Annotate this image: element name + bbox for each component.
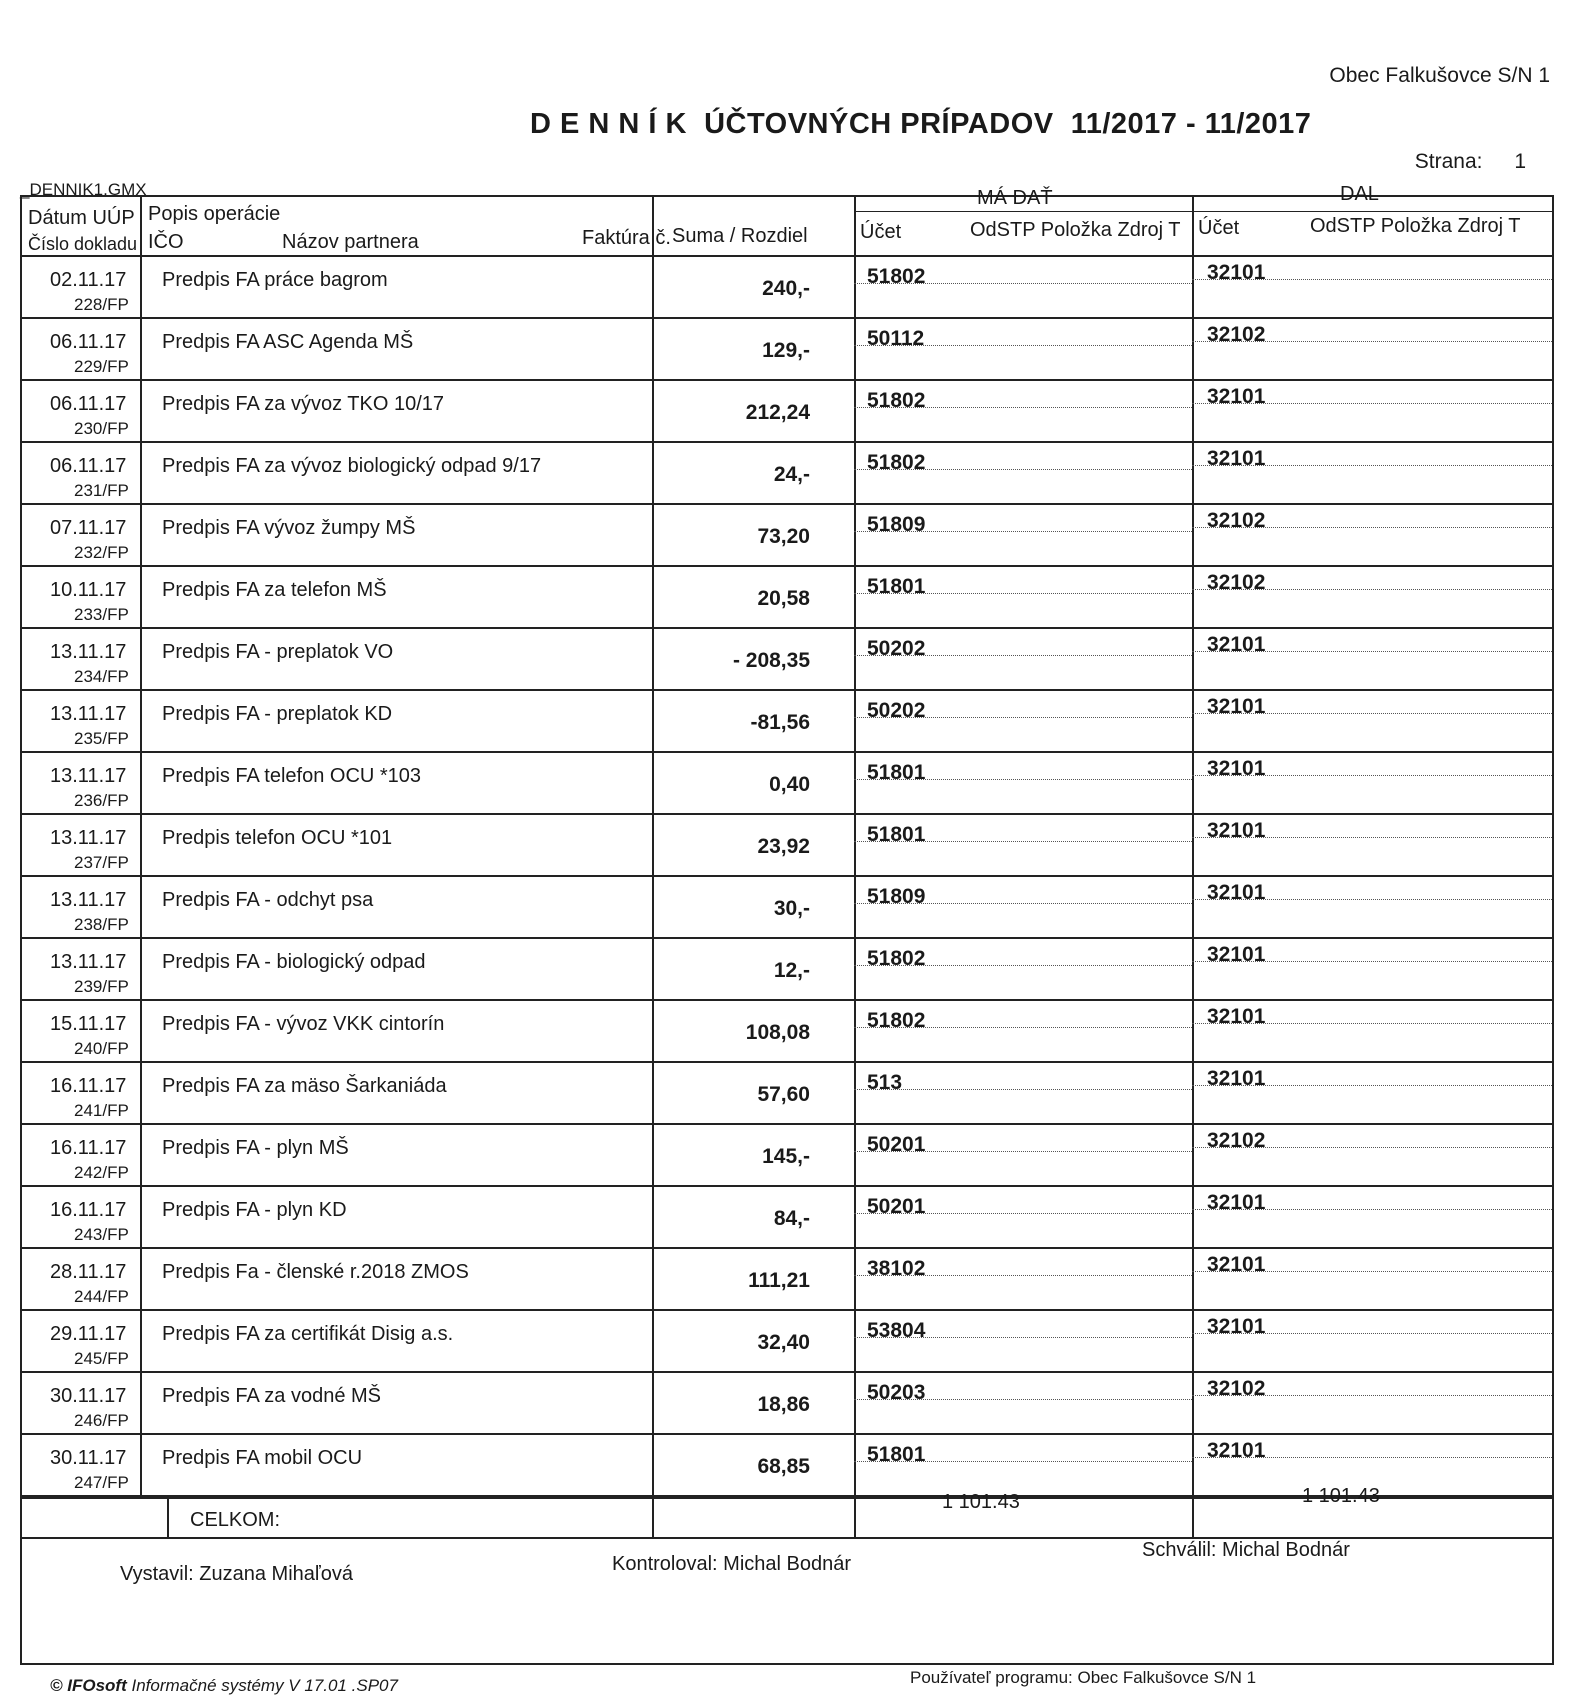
table-row (22, 1001, 1552, 1063)
row-doc-number: 232/FP (74, 543, 129, 562)
row-amount: 24,- (773, 463, 810, 486)
row-description: Predpis telefon OCU *101 (162, 827, 393, 849)
row-credit-account: 32101 (1207, 1191, 1266, 1214)
row-debit-dotted-line (854, 1213, 1192, 1214)
row-credit-account: 32101 (1207, 1005, 1266, 1028)
row-date: 07.11.17 (50, 517, 127, 539)
row-amount: 145,- (762, 1145, 810, 1168)
row-doc-number: 240/FP (74, 1039, 129, 1058)
vendor-logo-text: © IFOsoft (50, 1676, 127, 1695)
row-credit-dotted-line (1192, 341, 1552, 342)
table-row (22, 505, 1552, 567)
row-debit-account: 51802 (867, 389, 926, 412)
row-credit-account: 32101 (1207, 881, 1266, 904)
row-credit-dotted-line (1192, 837, 1552, 838)
row-credit-account: 32101 (1207, 261, 1266, 284)
row-debit-account: 513 (867, 1071, 903, 1094)
row-description: Predpis FA - plyn KD (162, 1199, 347, 1221)
row-description: Predpis FA ASC Agenda MŠ (162, 331, 414, 353)
row-debit-dotted-line (854, 345, 1192, 346)
row-amount: 23,92 (757, 835, 810, 858)
row-debit-account: 50202 (867, 699, 926, 722)
col-header-amount: Suma / Rozdiel (672, 225, 808, 247)
page-number-label (1415, 150, 1526, 174)
row-amount: 129,- (762, 339, 810, 362)
row-doc-number: 244/FP (74, 1287, 129, 1306)
row-credit-account: 32101 (1207, 1315, 1266, 1338)
row-debit-account: 51802 (867, 1009, 926, 1032)
row-debit-account: 50201 (867, 1195, 926, 1218)
row-credit-dotted-line (1192, 651, 1552, 652)
document-id: _DENNIK1.GMX (20, 180, 147, 199)
row-date: 10.11.17 (50, 579, 127, 601)
row-credit-dotted-line (1192, 527, 1552, 528)
row-date: 30.11.17 (50, 1447, 127, 1469)
checked-by: Kontroloval: Michal Bodnár (612, 1553, 852, 1575)
row-credit-account: 32101 (1207, 1253, 1266, 1276)
row-debit-dotted-line (854, 1337, 1192, 1338)
table-row (22, 1187, 1552, 1249)
row-debit-dotted-line (854, 1461, 1192, 1462)
table-row (22, 443, 1552, 505)
row-description: Predpis FA - preplatok VO (162, 641, 394, 663)
row-description: Predpis FA - biologický odpad (162, 951, 426, 973)
row-debit-dotted-line (854, 655, 1192, 656)
row-amount: 18,86 (757, 1393, 810, 1416)
row-debit-account: 50202 (867, 637, 926, 660)
row-debit-dotted-line (854, 841, 1192, 842)
organization-name: Obec Falkušovce S/N 1 (1329, 64, 1550, 87)
row-debit-dotted-line (854, 717, 1192, 718)
row-debit-dotted-line (854, 283, 1192, 284)
row-amount: 212,24 (745, 401, 810, 424)
page-title: D E N N Í K ÚČTOVNÝCH PRÍPADOV 11/2017 - 11/2017 (530, 108, 1312, 140)
col-header-date: Dátum UÚP (28, 207, 135, 229)
row-date: 13.11.17 (50, 827, 127, 849)
row-debit-dotted-line (854, 965, 1192, 966)
row-doc-number: 239/FP (74, 977, 129, 996)
row-credit-dotted-line (1192, 775, 1552, 776)
row-debit-account: 51801 (867, 823, 926, 846)
row-credit-account: 32101 (1207, 633, 1266, 656)
row-amount: 12,- (773, 959, 810, 982)
col-header-ico: IČO (148, 231, 184, 253)
row-credit-dotted-line (1192, 279, 1552, 280)
row-debit-account: 38102 (867, 1257, 926, 1280)
row-debit-dotted-line (854, 779, 1192, 780)
col-header-invoice: Faktúra č. (582, 227, 671, 249)
row-date: 16.11.17 (50, 1137, 127, 1159)
row-credit-dotted-line (1192, 589, 1552, 590)
row-debit-dotted-line (854, 407, 1192, 408)
credit-total: 1 101.43 (1302, 1485, 1380, 1507)
footer-software (50, 1676, 398, 1696)
row-credit-account: 32101 (1207, 1439, 1266, 1462)
row-credit-dotted-line (1192, 1085, 1552, 1086)
row-credit-dotted-line (1192, 1147, 1552, 1148)
row-credit-account: 32101 (1207, 385, 1266, 408)
row-debit-account: 53804 (867, 1319, 926, 1342)
row-description: Predpis FA - vývoz VKK cintorín (162, 1013, 445, 1035)
row-debit-account: 51809 (867, 885, 926, 908)
row-credit-account: 32102 (1207, 1129, 1266, 1152)
row-doc-number: 237/FP (74, 853, 129, 872)
row-doc-number: 241/FP (74, 1101, 129, 1120)
table-row (22, 753, 1552, 815)
row-doc-number: 236/FP (74, 791, 129, 810)
col-header-credit-account: Účet (1198, 217, 1240, 239)
col-header-debit-account: Účet (860, 221, 902, 243)
table-row (22, 319, 1552, 381)
row-credit-dotted-line (1192, 403, 1552, 404)
table-row (22, 1373, 1552, 1435)
row-amount: - 208,35 (732, 649, 810, 672)
row-date: 15.11.17 (50, 1013, 127, 1035)
row-date: 16.11.17 (50, 1075, 127, 1097)
row-description: Predpis FA mobil OCU (162, 1447, 363, 1469)
row-doc-number: 229/FP (74, 357, 129, 376)
row-date: 13.11.17 (50, 703, 127, 725)
row-debit-dotted-line (854, 903, 1192, 904)
row-date: 06.11.17 (50, 393, 127, 415)
table-row (22, 381, 1552, 443)
row-debit-account: 51809 (867, 513, 926, 536)
row-amount: 0,40 (769, 773, 810, 796)
row-doc-number: 246/FP (74, 1411, 129, 1430)
row-amount: 32,40 (757, 1331, 810, 1354)
row-debit-dotted-line (854, 1275, 1192, 1276)
row-doc-number: 228/FP (74, 295, 129, 314)
col-header-debit-detail: OdSTP Položka Zdroj T (970, 219, 1181, 241)
row-doc-number: 238/FP (74, 915, 129, 934)
row-doc-number: 247/FP (74, 1473, 129, 1492)
row-debit-dotted-line (854, 1399, 1192, 1400)
row-doc-number: 235/FP (74, 729, 129, 748)
row-date: 06.11.17 (50, 331, 127, 353)
row-date: 13.11.17 (50, 951, 127, 973)
table-row (22, 877, 1552, 939)
row-date: 02.11.17 (50, 269, 127, 291)
row-debit-account: 51801 (867, 575, 926, 598)
row-doc-number: 243/FP (74, 1225, 129, 1244)
row-credit-dotted-line (1192, 1209, 1552, 1210)
totals-label: CELKOM: (190, 1509, 281, 1531)
row-date: 13.11.17 (50, 765, 127, 787)
row-date: 13.11.17 (50, 641, 127, 663)
row-doc-number: 242/FP (74, 1163, 129, 1182)
row-doc-number: 245/FP (74, 1349, 129, 1368)
product-version: Informačné systémy V 17.01 .SP07 (131, 1676, 398, 1695)
row-description: Predpis FA telefon OCU *103 (162, 765, 422, 787)
debit-total: 1 101.43 (942, 1491, 1020, 1513)
col-header-debit-group: MÁ DAŤ (977, 187, 1053, 209)
row-date: 06.11.17 (50, 455, 127, 477)
row-debit-account: 50201 (867, 1133, 926, 1156)
row-doc-number: 230/FP (74, 419, 129, 438)
col-divider-total (167, 1497, 169, 1537)
col-header-description: Popis operácie (148, 203, 281, 225)
table-row (22, 257, 1552, 319)
row-credit-account: 32101 (1207, 819, 1266, 842)
table-row (22, 1063, 1552, 1125)
row-doc-number: 234/FP (74, 667, 129, 686)
row-credit-account: 32101 (1207, 757, 1266, 780)
row-doc-number: 231/FP (74, 481, 129, 500)
table-row (22, 1125, 1552, 1187)
row-credit-account: 32101 (1207, 695, 1266, 718)
row-credit-account: 32102 (1207, 1377, 1266, 1400)
issued-by: Vystavil: Zuzana Mihaľová (120, 1563, 353, 1585)
row-description: Predpis FA za vývoz TKO 10/17 (162, 393, 444, 415)
row-credit-account: 32101 (1207, 447, 1266, 470)
row-credit-account: 32101 (1207, 943, 1266, 966)
row-date: 30.11.17 (50, 1385, 127, 1407)
row-debit-dotted-line (854, 469, 1192, 470)
row-amount: 108,08 (745, 1021, 810, 1044)
row-date: 28.11.17 (50, 1261, 127, 1283)
table-row (22, 691, 1552, 753)
row-debit-dotted-line (854, 1027, 1192, 1028)
row-credit-dotted-line (1192, 1395, 1552, 1396)
row-amount: 30,- (773, 897, 810, 920)
row-credit-dotted-line (1192, 465, 1552, 466)
col-header-credit-detail: OdSTP Položka Zdroj T (1310, 215, 1521, 237)
table-row (22, 939, 1552, 1001)
row-credit-dotted-line (1192, 899, 1552, 900)
row-description: Predpis FA - odchyt psa (162, 889, 374, 911)
row-date: 29.11.17 (50, 1323, 127, 1345)
row-credit-account: 32102 (1207, 571, 1266, 594)
row-description: Predpis FA za vývoz biologický odpad 9/17 (162, 455, 542, 477)
row-credit-account: 32101 (1207, 1067, 1266, 1090)
row-description: Predpis FA práce bagrom (162, 269, 388, 291)
row-debit-account: 51801 (867, 1443, 926, 1466)
page-label-text: Strana: (1414, 150, 1483, 173)
row-debit-dotted-line (854, 1151, 1192, 1152)
row-date: 16.11.17 (50, 1199, 127, 1221)
row-description: Predpis FA za certifikát Disig a.s. (162, 1323, 454, 1345)
row-amount: 57,60 (757, 1083, 810, 1106)
row-description: Predpis FA - preplatok KD (162, 703, 393, 725)
row-credit-account: 32102 (1207, 509, 1266, 532)
row-credit-dotted-line (1192, 961, 1552, 962)
row-debit-dotted-line (854, 1089, 1192, 1090)
table-row (22, 567, 1552, 629)
footer-user: Používateľ programu: Obec Falkušovce S/N 1 (910, 1668, 1257, 1687)
row-description: Predpis FA - plyn MŠ (162, 1137, 349, 1159)
row-description: Predpis FA za telefon MŠ (162, 579, 387, 601)
row-debit-account: 51801 (867, 761, 926, 784)
row-amount: 73,20 (757, 525, 810, 548)
row-credit-dotted-line (1192, 713, 1552, 714)
row-amount: 68,85 (757, 1455, 810, 1478)
row-debit-account: 51802 (867, 947, 926, 970)
row-description: Predpis FA vývoz žumpy MŠ (162, 517, 416, 539)
col-header-doc-no: Číslo dokladu (28, 234, 138, 254)
row-debit-account: 50112 (867, 327, 925, 350)
row-credit-dotted-line (1192, 1271, 1552, 1272)
table-row (22, 815, 1552, 877)
row-date: 13.11.17 (50, 889, 127, 911)
approved-by: Schválil: Michal Bodnár (1142, 1539, 1350, 1561)
row-debit-account: 51802 (867, 451, 926, 474)
row-doc-number: 233/FP (74, 605, 129, 624)
row-amount: 84,- (773, 1207, 810, 1230)
row-description: Predpis Fa - členské r.2018 ZMOS (162, 1261, 469, 1283)
page-number: 1 (1514, 150, 1526, 173)
row-debit-dotted-line (854, 593, 1192, 594)
row-credit-dotted-line (1192, 1023, 1552, 1024)
row-debit-dotted-line (854, 531, 1192, 532)
row-credit-account: 32102 (1207, 323, 1266, 346)
row-debit-account: 51802 (867, 265, 926, 288)
row-credit-dotted-line (1192, 1333, 1552, 1334)
row-amount: 20,58 (757, 587, 810, 610)
table-row (22, 1311, 1552, 1373)
row-amount: 240,- (762, 277, 810, 300)
table-row (22, 1249, 1552, 1311)
col-header-partner: Názov partnera (282, 231, 419, 253)
row-amount: 111,21 (748, 1269, 810, 1292)
table-row (22, 629, 1552, 691)
row-debit-account: 50203 (867, 1381, 926, 1404)
row-credit-dotted-line (1192, 1457, 1552, 1458)
header-group-divider (854, 211, 1554, 212)
row-description: Predpis FA za vodné MŠ (162, 1385, 382, 1407)
row-description: Predpis FA za mäso Šarkaniáda (162, 1075, 447, 1097)
col-header-credit-group: DAL (1340, 183, 1379, 205)
row-amount: -81,56 (750, 711, 810, 734)
